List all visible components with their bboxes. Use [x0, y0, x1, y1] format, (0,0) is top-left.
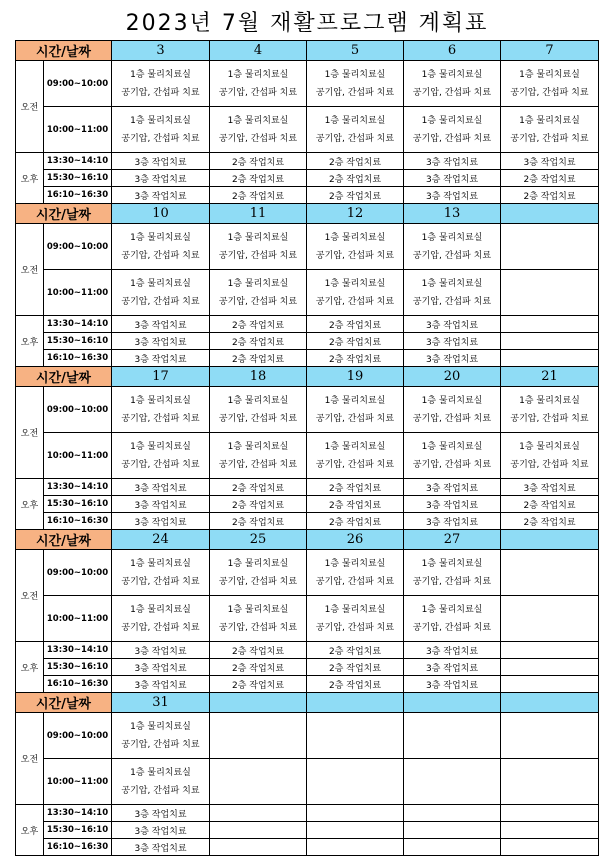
therapy-cell	[501, 839, 599, 856]
pm-row	[16, 316, 599, 333]
therapy-cell	[501, 270, 599, 316]
date-cell: 31	[112, 693, 210, 713]
time-slot: 16:10~16:30	[44, 513, 112, 530]
therapy-cell	[307, 61, 404, 107]
week-header-row	[16, 693, 599, 713]
week-header-row	[16, 367, 599, 387]
pm-row	[16, 350, 599, 367]
therapy-cell: 3층 작업치료	[112, 642, 210, 659]
therapy-cell	[501, 550, 599, 596]
time-slot: 10:00~11:00	[44, 433, 112, 479]
therapy-type: 공기압, 간섭파 치료	[412, 250, 492, 261]
pm-row	[16, 513, 599, 530]
time-slot: 09:00~10:00	[44, 387, 112, 433]
therapy-cell	[112, 433, 210, 479]
pm-row	[16, 187, 599, 204]
date-cell: 3	[112, 41, 210, 61]
therapy-type: 공기압, 간섭파 치료	[412, 459, 492, 470]
time-slot: 15:30~16:10	[44, 496, 112, 513]
therapy-room: 1층 물리치료실	[227, 115, 289, 126]
date-cell: 26	[307, 530, 404, 550]
am-row	[16, 61, 599, 107]
pm-row	[16, 805, 599, 822]
therapy-cell: 3층 작업치료	[404, 479, 501, 496]
therapy-cell: 3층 작업치료	[404, 659, 501, 676]
pm-label: 오후	[16, 642, 44, 693]
therapy-cell	[307, 822, 404, 839]
therapy-type: 공기압, 간섭파 치료	[121, 250, 200, 261]
therapy-type: 공기압, 간섭파 치료	[315, 576, 395, 587]
therapy-cell	[501, 659, 599, 676]
date-cell: 12	[307, 204, 404, 224]
therapy-cell: 2층 작업치료	[307, 496, 404, 513]
am-row	[16, 713, 599, 759]
schedule-table	[15, 40, 599, 856]
therapy-cell: 3층 작업치료	[112, 805, 210, 822]
pm-row	[16, 496, 599, 513]
am-row	[16, 550, 599, 596]
pm-label: 오후	[16, 805, 44, 856]
therapy-room: 1층 물리치료실	[227, 395, 289, 406]
therapy-room: 1층 물리치료실	[130, 278, 191, 289]
therapy-cell: 3층 작업치료	[404, 642, 501, 659]
therapy-room: 1층 물리치료실	[324, 115, 386, 126]
pm-row	[16, 333, 599, 350]
am-row	[16, 107, 599, 153]
therapy-cell	[501, 676, 599, 693]
time-slot: 15:30~16:10	[44, 333, 112, 350]
time-slot: 16:10~16:30	[44, 350, 112, 367]
therapy-room: 1층 물리치료실	[421, 395, 483, 406]
therapy-room: 1층 물리치료실	[324, 278, 386, 289]
therapy-cell: 2층 작업치료	[210, 496, 307, 513]
therapy-cell: 3층 작업치료	[112, 333, 210, 350]
am-label: 오전	[16, 550, 44, 642]
date-cell: 7	[501, 41, 599, 61]
date-cell: 18	[210, 367, 307, 387]
date-cell	[501, 530, 599, 550]
therapy-cell: 2층 작업치료	[307, 479, 404, 496]
therapy-cell: 3층 작업치료	[404, 350, 501, 367]
therapy-type: 공기압, 간섭파 치료	[412, 622, 492, 633]
therapy-type: 공기압, 간섭파 치료	[315, 296, 395, 307]
therapy-type: 공기압, 간섭파 치료	[121, 133, 200, 144]
therapy-type: 공기압, 간섭파 치료	[121, 87, 200, 98]
therapy-cell: 3층 작업치료	[404, 187, 501, 204]
am-row	[16, 759, 599, 805]
therapy-type: 공기압, 간섭파 치료	[218, 622, 298, 633]
therapy-cell	[112, 759, 210, 805]
date-cell: 25	[210, 530, 307, 550]
time-slot: 13:30~14:10	[44, 153, 112, 170]
therapy-cell: 2층 작업치료	[501, 496, 599, 513]
therapy-cell	[501, 333, 599, 350]
therapy-room: 1층 물리치료실	[519, 395, 580, 406]
am-row	[16, 270, 599, 316]
therapy-cell: 2층 작업치료	[210, 170, 307, 187]
therapy-type: 공기압, 간섭파 치료	[121, 739, 200, 750]
therapy-cell	[307, 596, 404, 642]
date-cell: 5	[307, 41, 404, 61]
therapy-cell	[112, 61, 210, 107]
therapy-cell	[112, 713, 210, 759]
therapy-type: 공기압, 간섭파 치료	[218, 413, 298, 424]
therapy-cell	[404, 759, 501, 805]
therapy-room: 1층 물리치료실	[519, 115, 580, 126]
therapy-cell	[112, 387, 210, 433]
therapy-cell: 2층 작업치료	[307, 676, 404, 693]
therapy-type: 공기압, 간섭파 치료	[412, 133, 492, 144]
therapy-cell	[404, 596, 501, 642]
date-cell: 21	[501, 367, 599, 387]
therapy-room: 1층 물리치료실	[421, 441, 483, 452]
time-slot: 15:30~16:10	[44, 170, 112, 187]
therapy-cell	[112, 107, 210, 153]
am-label: 오전	[16, 713, 44, 805]
therapy-cell	[501, 350, 599, 367]
pm-row	[16, 676, 599, 693]
therapy-cell: 2층 작업치료	[501, 187, 599, 204]
pm-row	[16, 479, 599, 496]
therapy-room: 1층 물리치료실	[130, 767, 191, 778]
therapy-cell: 2층 작업치료	[210, 513, 307, 530]
therapy-room: 1층 물리치료실	[421, 115, 483, 126]
therapy-cell	[501, 642, 599, 659]
am-label: 오전	[16, 61, 44, 153]
therapy-type: 공기압, 간섭파 치료	[412, 87, 492, 98]
pm-row	[16, 822, 599, 839]
therapy-type: 공기압, 간섭파 치료	[315, 413, 395, 424]
therapy-cell	[307, 107, 404, 153]
week-header-row	[16, 41, 599, 61]
therapy-cell	[404, 550, 501, 596]
therapy-cell: 2층 작업치료	[210, 642, 307, 659]
therapy-cell	[112, 550, 210, 596]
therapy-room: 1층 물리치료실	[227, 278, 289, 289]
therapy-cell: 3층 작업치료	[112, 350, 210, 367]
therapy-cell	[307, 805, 404, 822]
pm-row	[16, 153, 599, 170]
therapy-type: 공기압, 간섭파 치료	[412, 576, 492, 587]
date-cell: 24	[112, 530, 210, 550]
therapy-cell: 3층 작업치료	[404, 153, 501, 170]
therapy-type: 공기압, 간섭파 치료	[218, 87, 298, 98]
date-cell: 6	[404, 41, 501, 61]
therapy-cell	[210, 822, 307, 839]
therapy-type: 공기압, 간섭파 치료	[315, 133, 395, 144]
date-cell	[210, 693, 307, 713]
therapy-cell: 3층 작업치료	[112, 153, 210, 170]
date-cell: 20	[404, 367, 501, 387]
therapy-room: 1층 물리치료실	[421, 278, 483, 289]
therapy-cell	[210, 759, 307, 805]
therapy-cell	[307, 550, 404, 596]
date-cell: 19	[307, 367, 404, 387]
therapy-cell: 2층 작업치료	[307, 642, 404, 659]
pm-row	[16, 170, 599, 187]
pm-label: 오후	[16, 479, 44, 530]
therapy-type: 공기압, 간섭파 치료	[412, 296, 492, 307]
therapy-room: 1층 물리치료실	[227, 69, 289, 80]
therapy-room: 1층 물리치료실	[130, 115, 191, 126]
therapy-cell: 3층 작업치료	[404, 333, 501, 350]
therapy-type: 공기압, 간섭파 치료	[121, 785, 200, 796]
therapy-type: 공기압, 간섭파 치료	[218, 459, 298, 470]
therapy-cell: 2층 작업치료	[307, 187, 404, 204]
time-date-header: 시간/날짜	[16, 367, 112, 387]
therapy-cell	[501, 822, 599, 839]
therapy-room: 1층 물리치료실	[130, 558, 191, 569]
therapy-cell	[210, 107, 307, 153]
therapy-cell	[404, 270, 501, 316]
therapy-room: 1층 물리치료실	[519, 69, 580, 80]
therapy-cell	[210, 550, 307, 596]
therapy-cell: 2층 작업치료	[210, 153, 307, 170]
time-date-header: 시간/날짜	[16, 693, 112, 713]
therapy-cell	[501, 107, 599, 153]
time-date-header: 시간/날짜	[16, 204, 112, 224]
therapy-cell	[501, 387, 599, 433]
therapy-type: 공기압, 간섭파 치료	[315, 250, 395, 261]
therapy-cell	[210, 270, 307, 316]
therapy-cell: 3층 작업치료	[112, 676, 210, 693]
therapy-room: 1층 물리치료실	[130, 69, 191, 80]
am-label: 오전	[16, 387, 44, 479]
time-slot: 16:10~16:30	[44, 839, 112, 856]
therapy-cell	[307, 387, 404, 433]
time-slot: 09:00~10:00	[44, 713, 112, 759]
therapy-cell	[210, 61, 307, 107]
therapy-cell: 3층 작업치료	[112, 316, 210, 333]
therapy-cell	[404, 107, 501, 153]
therapy-cell	[501, 805, 599, 822]
time-date-header: 시간/날짜	[16, 41, 112, 61]
time-slot: 10:00~11:00	[44, 107, 112, 153]
week-header-row	[16, 204, 599, 224]
therapy-cell: 2층 작업치료	[210, 659, 307, 676]
therapy-cell	[112, 270, 210, 316]
therapy-room: 1층 물리치료실	[421, 604, 483, 615]
therapy-type: 공기압, 간섭파 치료	[510, 413, 589, 424]
therapy-type: 공기압, 간섭파 치료	[510, 459, 589, 470]
date-cell: 4	[210, 41, 307, 61]
therapy-cell	[404, 433, 501, 479]
therapy-cell	[210, 224, 307, 270]
therapy-room: 1층 물리치료실	[324, 395, 386, 406]
therapy-cell	[501, 316, 599, 333]
therapy-cell	[404, 839, 501, 856]
therapy-cell: 3층 작업치료	[112, 513, 210, 530]
therapy-cell	[112, 224, 210, 270]
therapy-cell: 2층 작업치료	[307, 170, 404, 187]
therapy-room: 1층 물리치료실	[324, 441, 386, 452]
therapy-cell: 2층 작업치료	[210, 479, 307, 496]
therapy-cell: 2층 작업치료	[307, 350, 404, 367]
therapy-cell: 2층 작업치료	[210, 333, 307, 350]
time-slot: 10:00~11:00	[44, 270, 112, 316]
time-slot: 13:30~14:10	[44, 316, 112, 333]
time-slot: 09:00~10:00	[44, 224, 112, 270]
therapy-room: 1층 물리치료실	[227, 441, 289, 452]
therapy-room: 1층 물리치료실	[519, 441, 580, 452]
therapy-cell: 3층 작업치료	[501, 153, 599, 170]
therapy-cell: 2층 작업치료	[501, 513, 599, 530]
therapy-cell: 2층 작업치료	[307, 333, 404, 350]
am-label: 오전	[16, 224, 44, 316]
therapy-cell	[307, 224, 404, 270]
therapy-type: 공기압, 간섭파 치료	[510, 87, 589, 98]
therapy-cell	[307, 433, 404, 479]
therapy-cell: 3층 작업치료	[112, 839, 210, 856]
therapy-room: 1층 물리치료실	[227, 558, 289, 569]
therapy-cell: 3층 작업치료	[112, 187, 210, 204]
pm-label: 오후	[16, 153, 44, 204]
therapy-type: 공기압, 간섭파 치료	[218, 576, 298, 587]
therapy-cell: 2층 작업치료	[307, 153, 404, 170]
therapy-type: 공기압, 간섭파 치료	[412, 413, 492, 424]
therapy-cell	[501, 596, 599, 642]
therapy-type: 공기압, 간섭파 치료	[218, 250, 298, 261]
therapy-cell: 3층 작업치료	[404, 316, 501, 333]
therapy-type: 공기압, 간섭파 치료	[121, 413, 200, 424]
am-row	[16, 596, 599, 642]
therapy-cell: 3층 작업치료	[112, 479, 210, 496]
am-row	[16, 224, 599, 270]
therapy-room: 1층 물리치료실	[421, 232, 483, 243]
therapy-cell	[112, 596, 210, 642]
time-slot: 16:10~16:30	[44, 187, 112, 204]
therapy-cell: 3층 작업치료	[404, 676, 501, 693]
therapy-room: 1층 물리치료실	[130, 604, 191, 615]
therapy-room: 1층 물리치료실	[130, 395, 191, 406]
therapy-room: 1층 물리치료실	[227, 604, 289, 615]
therapy-cell	[501, 759, 599, 805]
therapy-cell	[501, 61, 599, 107]
therapy-cell	[307, 839, 404, 856]
therapy-room: 1층 물리치료실	[324, 69, 386, 80]
therapy-cell	[501, 433, 599, 479]
pm-label: 오후	[16, 316, 44, 367]
time-date-header: 시간/날짜	[16, 530, 112, 550]
therapy-type: 공기압, 간섭파 치료	[315, 622, 395, 633]
therapy-cell: 3층 작업치료	[404, 170, 501, 187]
therapy-cell: 3층 작업치료	[404, 496, 501, 513]
therapy-room: 1층 물리치료실	[130, 441, 191, 452]
date-cell: 27	[404, 530, 501, 550]
therapy-cell	[210, 596, 307, 642]
therapy-cell: 2층 작업치료	[210, 187, 307, 204]
therapy-cell	[501, 224, 599, 270]
am-row	[16, 387, 599, 433]
time-slot: 13:30~14:10	[44, 642, 112, 659]
therapy-cell	[404, 713, 501, 759]
date-cell: 10	[112, 204, 210, 224]
therapy-room: 1층 물리치료실	[130, 232, 191, 243]
therapy-type: 공기압, 간섭파 치료	[315, 87, 395, 98]
time-slot: 09:00~10:00	[44, 550, 112, 596]
time-slot: 15:30~16:10	[44, 822, 112, 839]
therapy-cell: 3층 작업치료	[112, 822, 210, 839]
therapy-cell	[210, 433, 307, 479]
time-slot: 16:10~16:30	[44, 676, 112, 693]
date-cell	[307, 693, 404, 713]
therapy-cell: 2층 작업치료	[501, 170, 599, 187]
therapy-room: 1층 물리치료실	[421, 69, 483, 80]
therapy-cell: 2층 작업치료	[307, 513, 404, 530]
therapy-room: 1층 물리치료실	[324, 558, 386, 569]
therapy-cell: 2층 작업치료	[210, 676, 307, 693]
therapy-cell	[404, 387, 501, 433]
therapy-cell	[210, 805, 307, 822]
date-cell	[501, 693, 599, 713]
time-slot: 13:30~14:10	[44, 805, 112, 822]
therapy-cell: 3층 작업치료	[501, 479, 599, 496]
week-header-row	[16, 530, 599, 550]
date-cell	[501, 204, 599, 224]
date-cell: 17	[112, 367, 210, 387]
therapy-cell	[501, 713, 599, 759]
time-slot: 10:00~11:00	[44, 759, 112, 805]
therapy-cell: 2층 작업치료	[210, 316, 307, 333]
time-slot: 10:00~11:00	[44, 596, 112, 642]
pm-row	[16, 839, 599, 856]
date-cell: 13	[404, 204, 501, 224]
therapy-room: 1층 물리치료실	[324, 604, 386, 615]
therapy-cell	[404, 224, 501, 270]
page-title: 2023년 7월 재활프로그램 계획표	[125, 11, 489, 36]
therapy-type: 공기압, 간섭파 치료	[121, 459, 200, 470]
therapy-type: 공기압, 간섭파 치료	[121, 576, 200, 587]
therapy-cell	[404, 822, 501, 839]
therapy-cell	[404, 61, 501, 107]
am-row	[16, 433, 599, 479]
therapy-type: 공기압, 간섭파 치료	[218, 296, 298, 307]
therapy-cell: 2층 작업치료	[307, 316, 404, 333]
therapy-room: 1층 물리치료실	[130, 721, 191, 732]
therapy-room: 1층 물리치료실	[421, 558, 483, 569]
therapy-cell	[307, 759, 404, 805]
time-slot: 15:30~16:10	[44, 659, 112, 676]
date-cell: 11	[210, 204, 307, 224]
therapy-type: 공기압, 간섭파 치료	[218, 133, 298, 144]
therapy-type: 공기압, 간섭파 치료	[121, 622, 200, 633]
therapy-cell: 3층 작업치료	[404, 513, 501, 530]
therapy-cell: 3층 작업치료	[112, 496, 210, 513]
therapy-type: 공기압, 간섭파 치료	[315, 459, 395, 470]
therapy-cell	[307, 713, 404, 759]
therapy-cell	[307, 270, 404, 316]
therapy-cell	[210, 387, 307, 433]
pm-row	[16, 642, 599, 659]
therapy-room: 1층 물리치료실	[227, 232, 289, 243]
therapy-cell: 2층 작업치료	[307, 659, 404, 676]
time-slot: 13:30~14:10	[44, 479, 112, 496]
pm-row	[16, 659, 599, 676]
therapy-room: 1층 물리치료실	[324, 232, 386, 243]
therapy-cell	[210, 713, 307, 759]
therapy-type: 공기압, 간섭파 치료	[121, 296, 200, 307]
therapy-type: 공기압, 간섭파 치료	[510, 133, 589, 144]
therapy-cell	[210, 839, 307, 856]
therapy-cell: 2층 작업치료	[210, 350, 307, 367]
time-slot: 09:00~10:00	[44, 61, 112, 107]
therapy-cell	[404, 805, 501, 822]
therapy-cell: 3층 작업치료	[112, 170, 210, 187]
therapy-cell: 3층 작업치료	[112, 659, 210, 676]
date-cell	[404, 693, 501, 713]
